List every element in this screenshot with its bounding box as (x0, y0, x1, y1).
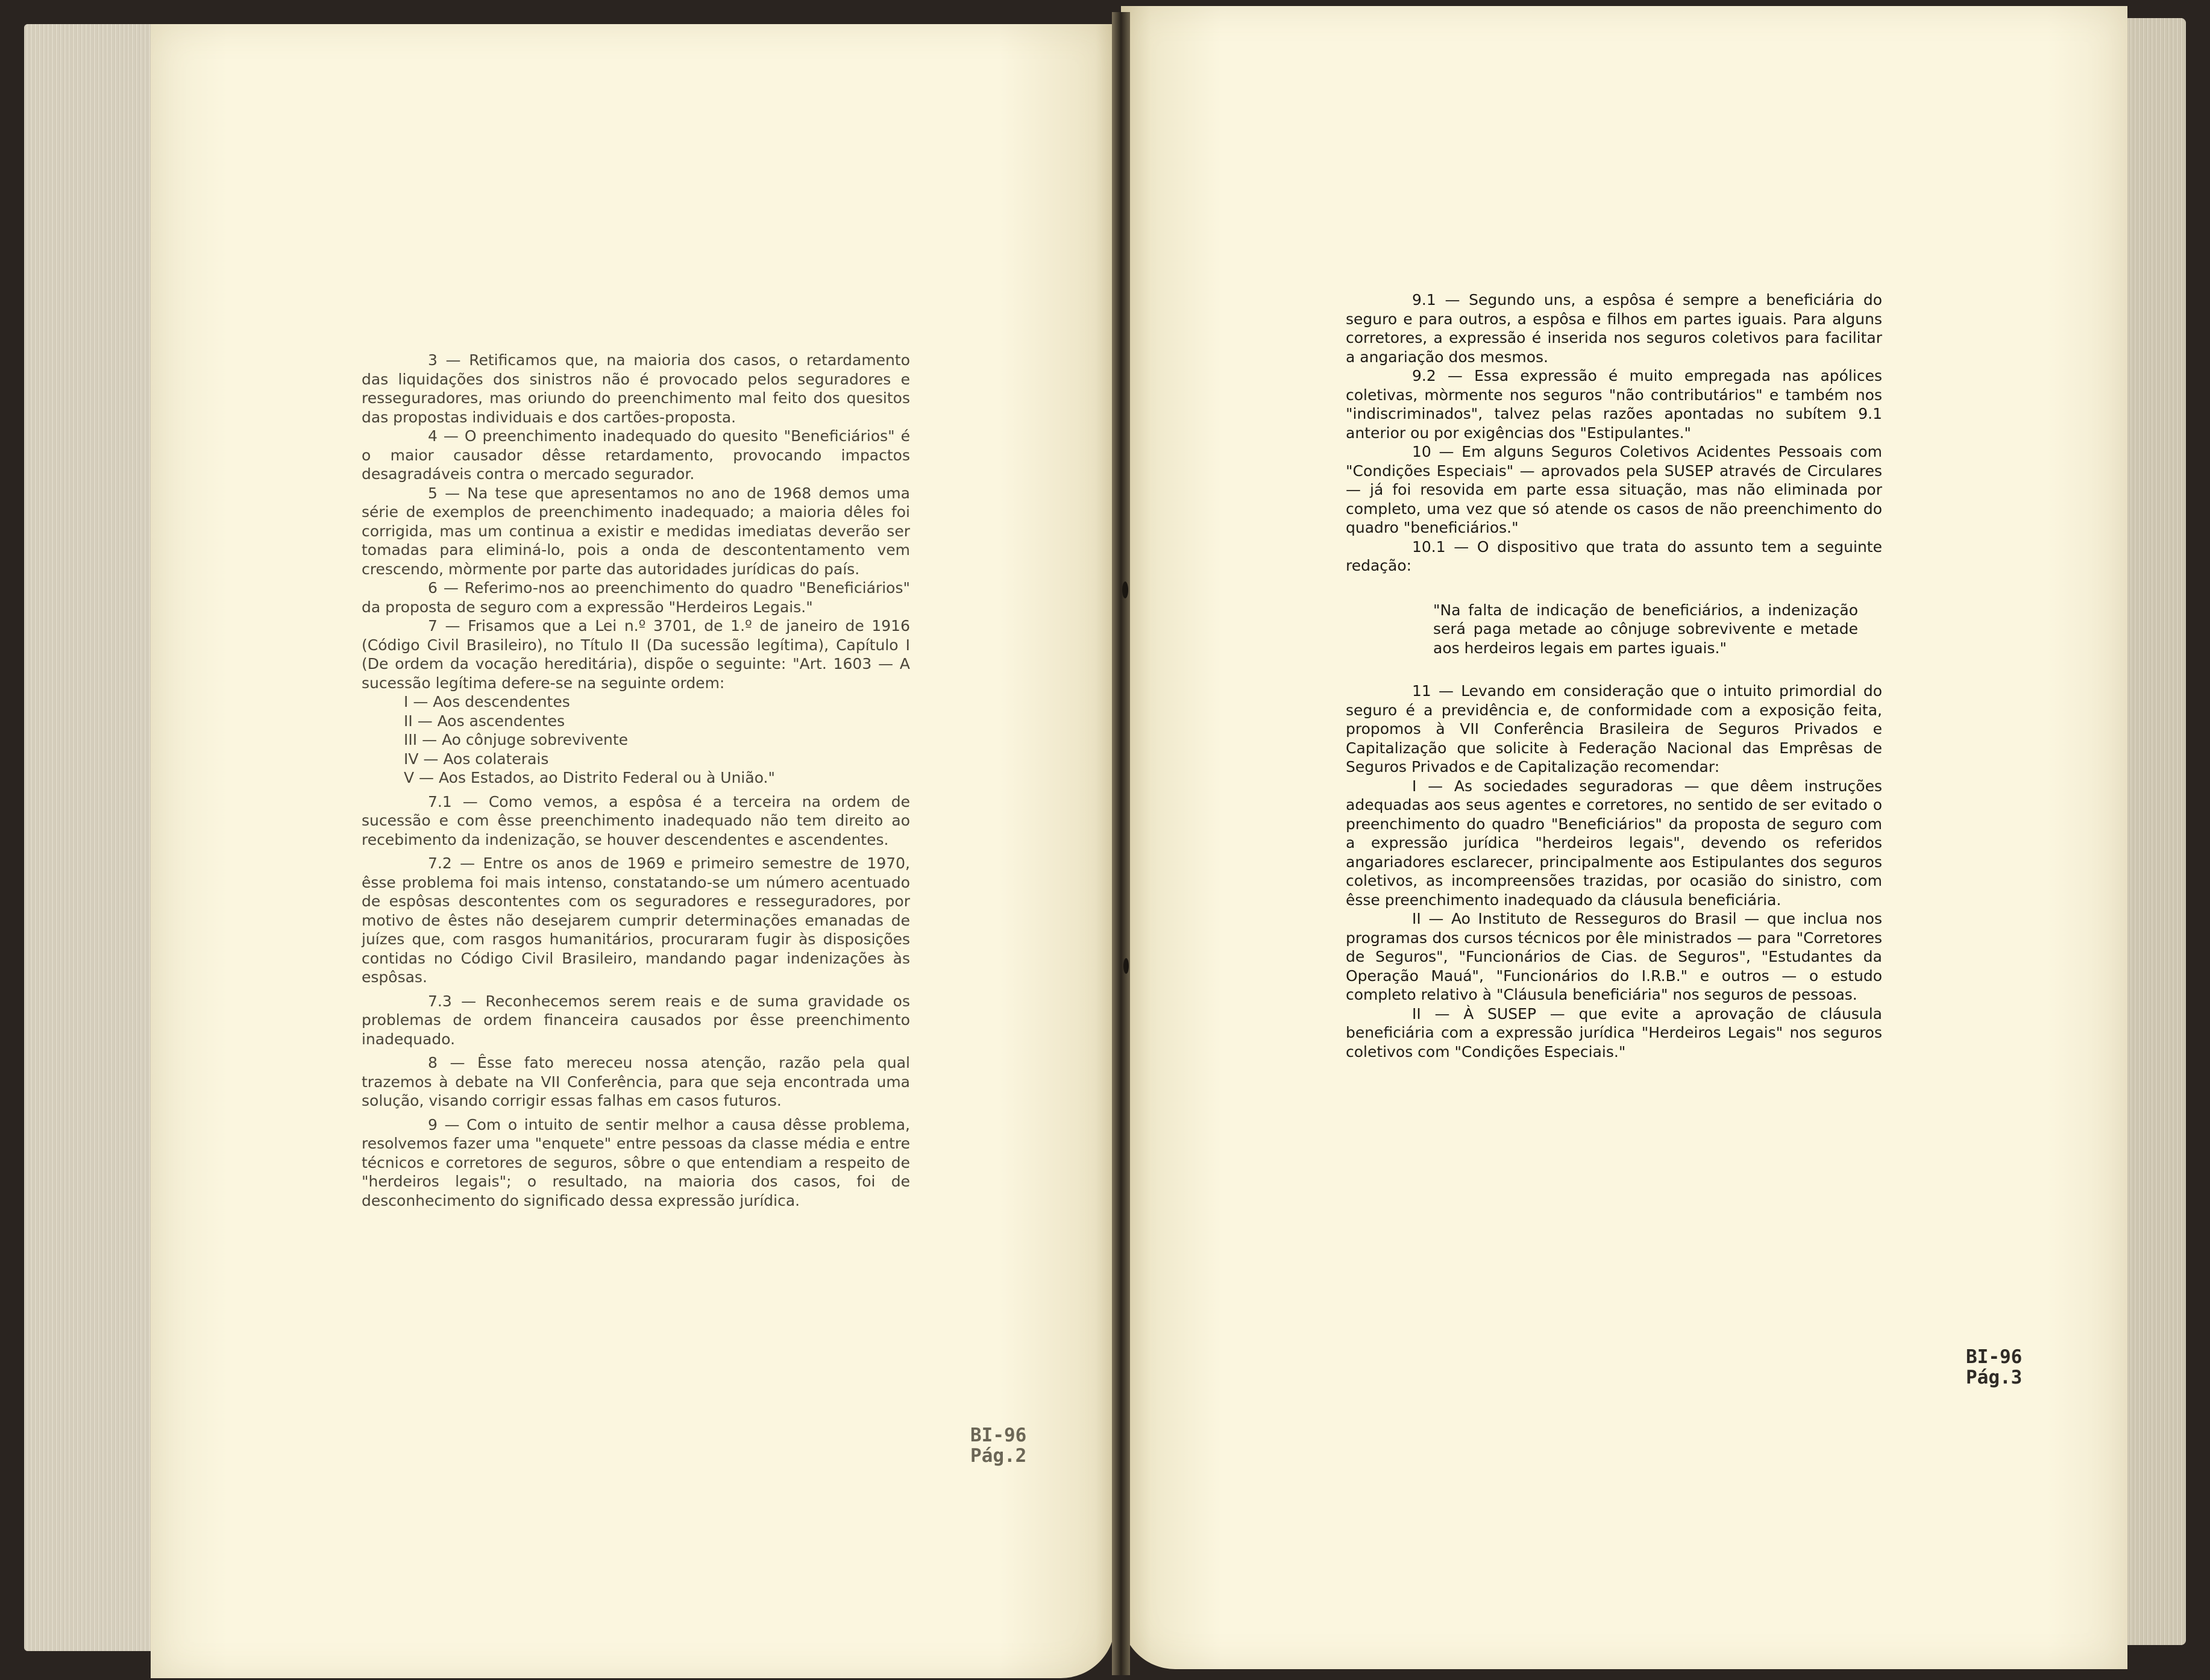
paragraph: II — Ao Instituto de Resseguros do Brasil — que inclua nos programas dos cursos técnicos por êle ministrados — para "Corretores de Seguros", "Funcionários de Cias. de Seguros", "Estudantes da Operação Mauá", "Funcionários do I.R.B." e outros — o estudo completo relativo à "Cláusula beneficiária" nos seguros de pessoas. (1346, 910, 1882, 1003)
paragraph: 10 — Em alguns Seguros Coletivos Acidentes Pessoais com "Condições Especiais" — aprovados pela SUSEP através de Circulares — já foi resovida em parte essa situação, mas não eliminada por completo, uma vez que só atende os casos de não preenchimento do quadro "beneficiários." (1346, 443, 1882, 536)
paragraph: II — À SUSEP — que evite a aprovação de cláusula beneficiária com a expressão jurídica "Herdeiros Legais" nos seguros coletivos com "Condições Especiais." (1346, 1005, 1882, 1061)
paragraph: I — As sociedades seguradoras — que dêem instruções adequadas aos seus agentes e corretores, no sentido de ser evitado o preenchimento do quadro "Beneficiários" da proposta de seguro com a expressão jurídica "herdeiros legais", devendo os referidos angariadores esclarecer, principalmente aos Estipulantes dos seguros coletivos, as incompreensões trazidas, por ocasião do sinistro, com êsse preenchimento inadequado da cláusula beneficiária. (1346, 777, 1882, 909)
paragraph: 7.2 — Entre os anos de 1969 e primeiro semestre de 1970, êsse problema foi mais intenso, constatando-se um número acentuado de espôsas descontentes com os seguradores e resseguradores, por motivo de êstes não desejarem cumprir determinações emanadas de juízes que, com rasgos humanitários, procuraram fugir às disposições contidas no Código Civil Brasileiro, mandando pagar indenizações às espôsas. (362, 854, 910, 986)
page-footer-right (1966, 1347, 2022, 1388)
list-item: V — Aos Estados, ao Distrito Federal ou à União." (404, 769, 776, 786)
paragraph: 9.2 — Essa expressão é muito empregada nas apólices coletivas, mòrmente nos seguros "não contributários" e também nos "indiscriminados", talvez pelas razões apontadas no subítem 9.1 anterior ou por exigências dos "Estipulantes." (1346, 367, 1882, 442)
paragraph: 7 — Frisamos que a Lei n.º 3701, de 1.º de janeiro de 1916 (Código Civil Brasileiro), no Título II (Da sucessão legítima), Capítulo I (De ordem da vocação hereditária), dispõe o seguinte: "Art. 1603 — A sucessão legítima defere-se na seguinte ordem: (362, 617, 910, 692)
paragraph: 11 — Levando em consideração que o intuito primordial do seguro é a previdência e, de conformidade com a exposição feita, propomos à VII Conferência Brasileira de Seguros Privados e Capitalização que solicite à Federação Nacional das Emprêsas de Seguros Privados e de Capitalização recomendar: (1346, 682, 1882, 776)
list-item: II — Aos ascendentes (404, 712, 565, 730)
paragraph: 9.1 — Segundo uns, a espôsa é sempre a beneficiária do seguro e para outros, a espôsa e filhos em partes iguais. Para alguns corretores, a expressão é inserida nos seguros coletivos para facilitar a angariação dos mesmos. (1346, 291, 1882, 366)
scan-mark (1122, 581, 1128, 598)
paragraph: 7.3 — Reconhecemos serem reais e de suma gravidade os problemas de ordem financeira causados por êsse preenchimento inadequado. (362, 992, 910, 1048)
list-item: IV — Aos colaterais (404, 750, 549, 768)
scan-mark (1123, 958, 1129, 974)
paragraph: 8 — Êsse fato mereceu nossa atenção, razão pela qual trazemos à debate na VII Conferência, para que seja encontrada uma solução, visando corrigir essas falhas em casos futuros. (362, 1054, 910, 1109)
list-item: III — Ao cônjuge sobrevivente (404, 731, 629, 748)
left-page-text (362, 351, 910, 1210)
paragraph: 3 — Retificamos que, na maioria dos casos, o retardamento das liquidações dos sinistros não é provocado pelos seguradores e resseguradores, mas oriundo do preenchimento mal feito dos quesitos das propostas individuais e dos cartões-proposta. (362, 351, 910, 426)
footer-code: BI-96 (1966, 1346, 2023, 1368)
paragraph: 10.1 — O dispositivo que trata do assunto tem a seguinte redação: (1346, 538, 1882, 574)
paragraph: 7.1 — Como vemos, a espôsa é a terceira na ordem de sucessão e com êsse preenchimento inadequado não tem direito ao recebimento da indenização, se houver descendentes e ascendentes. (362, 792, 910, 848)
right-page-text (1346, 290, 1882, 1061)
paragraph: 9 — Com o intuito de sentir melhor a causa dêsse problema, resolvemos fazer uma "enquete" entre pessoas da classe média e entre técnicos e corretores de seguros, sôbre o que entendiam a respeito de "herdeiros legais"; o resultado, na maioria dos casos, foi de desconhecimento do significado dessa expressão jurídica. (362, 1115, 910, 1209)
paragraph: 5 — Na tese que apresentamos no ano de 1968 demos uma série de exemplos de preenchimento inadequado; a maioria dêles foi corrigida, mas um continua a existir e medidas imediatas deverão ser tomadas para eliminá-lo, pois a onda de descontentamento vem crescendo, mòrmente por parte das autoridades jurídicas do país. (362, 484, 910, 578)
paragraph: 4 — O preenchimento inadequado do quesito "Beneficiários" é o maior causador dêsse retardamento, provocando impactos desagradáveis contra o mercado segurador. (362, 427, 910, 483)
page-number: Pág.3 (1966, 1367, 2023, 1388)
page-edges-left (24, 24, 163, 1651)
paragraph: 6 — Referimo-nos ao preenchimento do quadro "Beneficiários" da proposta de seguro com a expressão "Herdeiros Legais." (362, 579, 910, 616)
book-gutter (1112, 12, 1130, 1675)
quoted-clause: "Na falta de indicação de beneficiários, a indenização será paga metade ao cônjuge sobrevivente e metade aos herdeiros legais em partes iguais." (1433, 601, 1858, 657)
page-edges-right (2120, 18, 2186, 1645)
list-item: I — Aos descendentes (404, 693, 570, 710)
footer-code: BI-96 (970, 1425, 1027, 1446)
page-footer-left (970, 1425, 1026, 1466)
page-number: Pág.2 (970, 1445, 1027, 1467)
